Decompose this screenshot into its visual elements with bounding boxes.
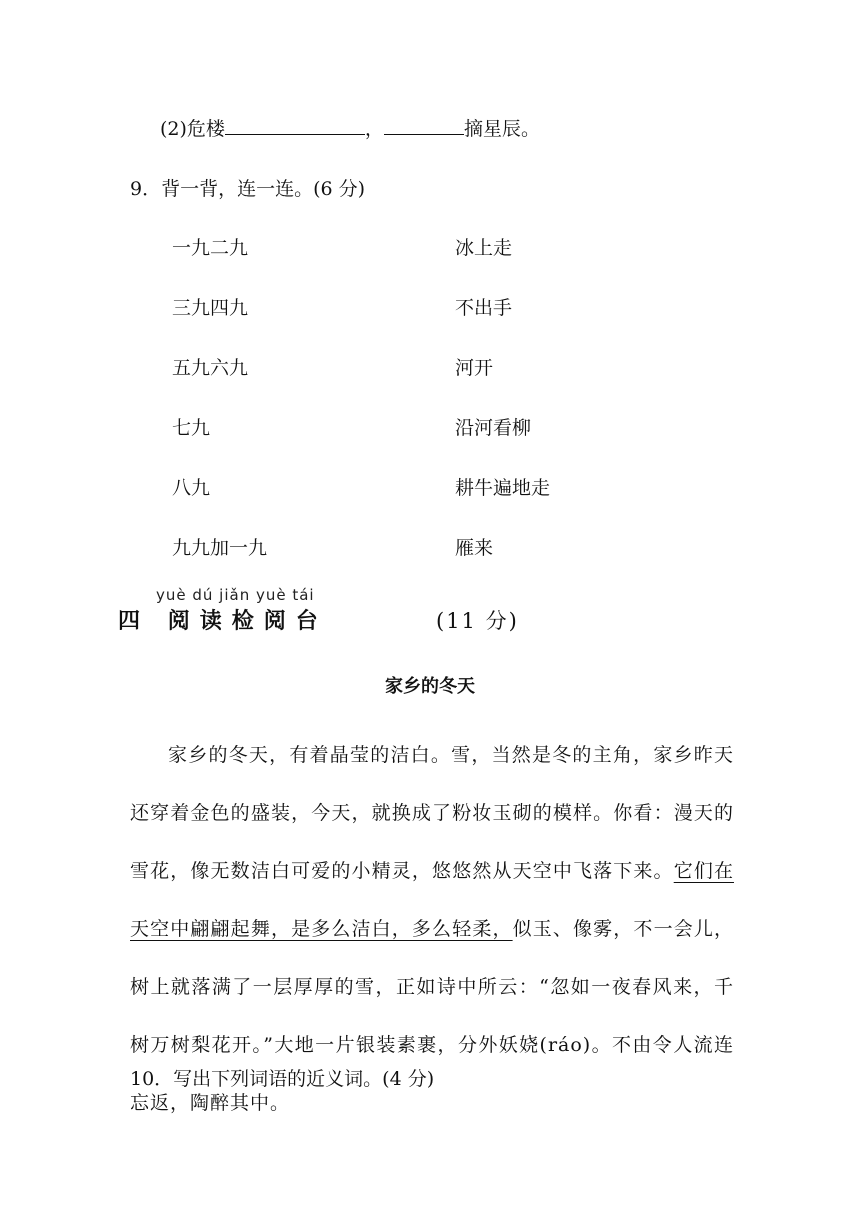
q9-right-item[interactable]: 沿河看柳 — [455, 417, 532, 439]
q9-left-item[interactable]: 七九 — [172, 417, 211, 439]
section-pinyin: yuè dú jiǎn yuè tái — [156, 586, 315, 604]
section-title-text: 阅读检阅台 — [167, 609, 328, 634]
q9-left-item[interactable]: 一九二九 — [172, 237, 249, 259]
section-number: 四 — [118, 609, 151, 634]
q9-right-item[interactable]: 河开 — [455, 357, 494, 379]
q10-title: 10．写出下列词语的近义词。(4 分) — [130, 1068, 435, 1090]
q8-item2-suffix: 摘星辰。 — [463, 118, 540, 140]
passage-text-2: 似玉、像雾，不一会儿，树上就落满了一层厚厚的雪，正如诗中所云：“忽如一夜春风来，千树万树梨花开。”大地一片银装素裹，分外妖娆(ráo)。不由令人流连忘返，陶醉其中。 — [130, 918, 734, 1114]
article-title: 家乡的冬天 — [385, 676, 475, 697]
q9-left-item[interactable]: 八九 — [172, 477, 211, 499]
q9-right-item[interactable]: 耕牛遍地走 — [455, 477, 551, 499]
q8-item2-comma: ， — [364, 118, 384, 140]
answer-blank-2[interactable] — [384, 116, 464, 135]
q8-item2-prefix: (2)危楼 — [160, 118, 225, 140]
answer-blank-1[interactable] — [225, 116, 365, 135]
q9-title: 9．背一背，连一连。(6 分) — [130, 178, 366, 200]
q9-left-item[interactable]: 三九四九 — [172, 297, 249, 319]
q9-right-item[interactable]: 雁来 — [455, 537, 494, 559]
passage-text-1: 家乡的冬天，有着晶莹的洁白。雪，当然是冬的主角，家乡昨天还穿着金色的盛装，今天，就换成了粉妆玉砌的模样。你看：漫天的雪花，像无数洁白可爱的小精灵，悠悠然从天空中飞落下来。 — [130, 744, 734, 882]
q8-item2 — [160, 114, 540, 141]
q9-left-item[interactable]: 九九加一九 — [172, 537, 268, 559]
section-header — [118, 586, 738, 636]
section-score: (11 分) — [436, 609, 519, 633]
q9-left-item[interactable]: 五九六九 — [172, 357, 249, 379]
section-title — [118, 604, 328, 635]
q9-right-item[interactable]: 冰上走 — [455, 237, 513, 259]
passage-underlined: 它们在天空中翩翩起舞，是多么洁白，多么轻柔， — [130, 860, 734, 940]
q9-right-item[interactable]: 不出手 — [455, 297, 513, 319]
